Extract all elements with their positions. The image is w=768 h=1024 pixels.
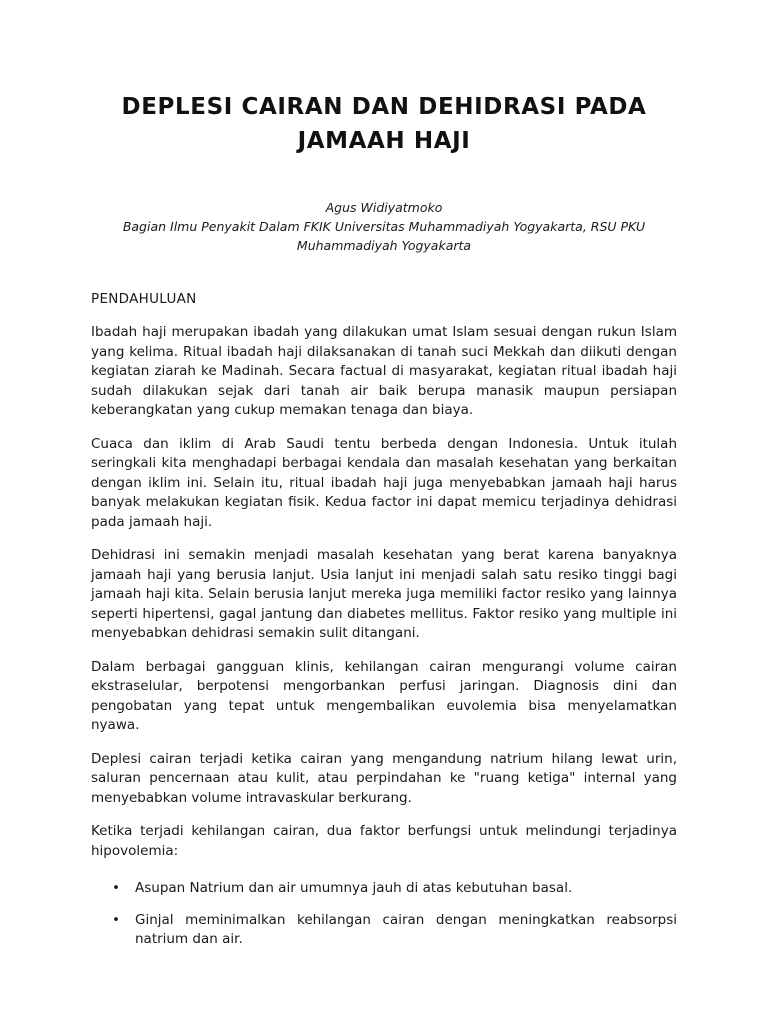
author-affiliation: Bagian Ilmu Penyakit Dalam FKIK Universitas Muhammadiyah Yogyakarta, RSU PKU Muhammadiyah Yogyakarta	[122, 219, 646, 253]
author-name: Agus Widiyatmoko	[325, 200, 443, 215]
section-heading: PENDAHULUAN	[91, 291, 197, 307]
bullet-icon: •	[112, 880, 120, 896]
list-item-text: Ginjal meminimalkan kehilangan cairan dengan meningkatkan reabsorpsi natrium dan air.	[135, 911, 677, 947]
bullet-icon: •	[112, 911, 120, 928]
paragraph-6: Ketika terjadi kehilangan cairan, dua faktor berfungsi untuk melindungi terjadinya hipovolemia:	[91, 823, 677, 859]
paragraph-5: Deplesi cairan terjadi ketika cairan yang mengandung natrium hilang lewat urin, saluran pencernaan atau kulit, atau perpindahan ke "ruang ketiga" internal yang menyebabkan volume intravaskular berkurang.	[91, 750, 677, 806]
paragraph-3: Dehidrasi ini semakin menjadi masalah kesehatan yang berat karena banyaknya jamaah haji yang berusia lanjut. Usia lanjut ini menjadi salah satu resiko tinggi bagi jamaah haji kita. Selain berusia lanjut mereka juga memiliki factor resiko yang lainnya seperti hipertensi, gagal jantung dan diabetes mellitus. Faktor resiko yang multiple ini menyebabkan dehidrasi semakin sulit ditangani.	[91, 547, 677, 641]
paragraph-4: Dalam berbagai gangguan klinis, kehilangan cairan mengurangi volume cairan ekstraselular, berpotensi mengorbankan perfusi jaringan. Diagnosis dini dan pengobatan yang tepat untuk mengembalikan euvolemia bisa menyelamatkan nyawa.	[91, 658, 677, 733]
document-title: DEPLESI CAIRAN DAN DEHIDRASI PADA JAMAAH HAJI	[121, 94, 647, 154]
list-item-text: Asupan Natrium dan air umumnya jauh di atas kebutuhan basal.	[135, 880, 573, 896]
paragraph-1: Ibadah haji merupakan ibadah yang dilakukan umat Islam sesuai dengan rukun Islam yang kelima. Ritual ibadah haji dilaksanakan di tanah suci Mekkah dan diikuti dengan kegiatan ziarah ke Madinah. Secara factual di masyarakat, kegiatan ritual ibadah haji sudah dilakukan sejak dari tanah air baik berupa manasik maupun persiapan keberangkatan yang cukup memakan tenaga dan biaya.	[91, 324, 677, 418]
paragraph-2: Cuaca dan iklim di Arab Saudi tentu berbeda dengan Indonesia. Untuk itulah seringkali kita menghadapi berbagai kendala dan masalah kesehatan yang berkaitan dengan iklim ini. Selain itu, ritual ibadah haji juga menyebabkan jamaah haji harus banyak melakukan kegiatan fisik. Kedua factor ini dapat memicu terjadinya dehidrasi pada jamaah haji.	[91, 435, 677, 530]
list-item	[91, 879, 677, 899]
list-item	[91, 911, 677, 950]
bullet-list	[91, 879, 677, 950]
